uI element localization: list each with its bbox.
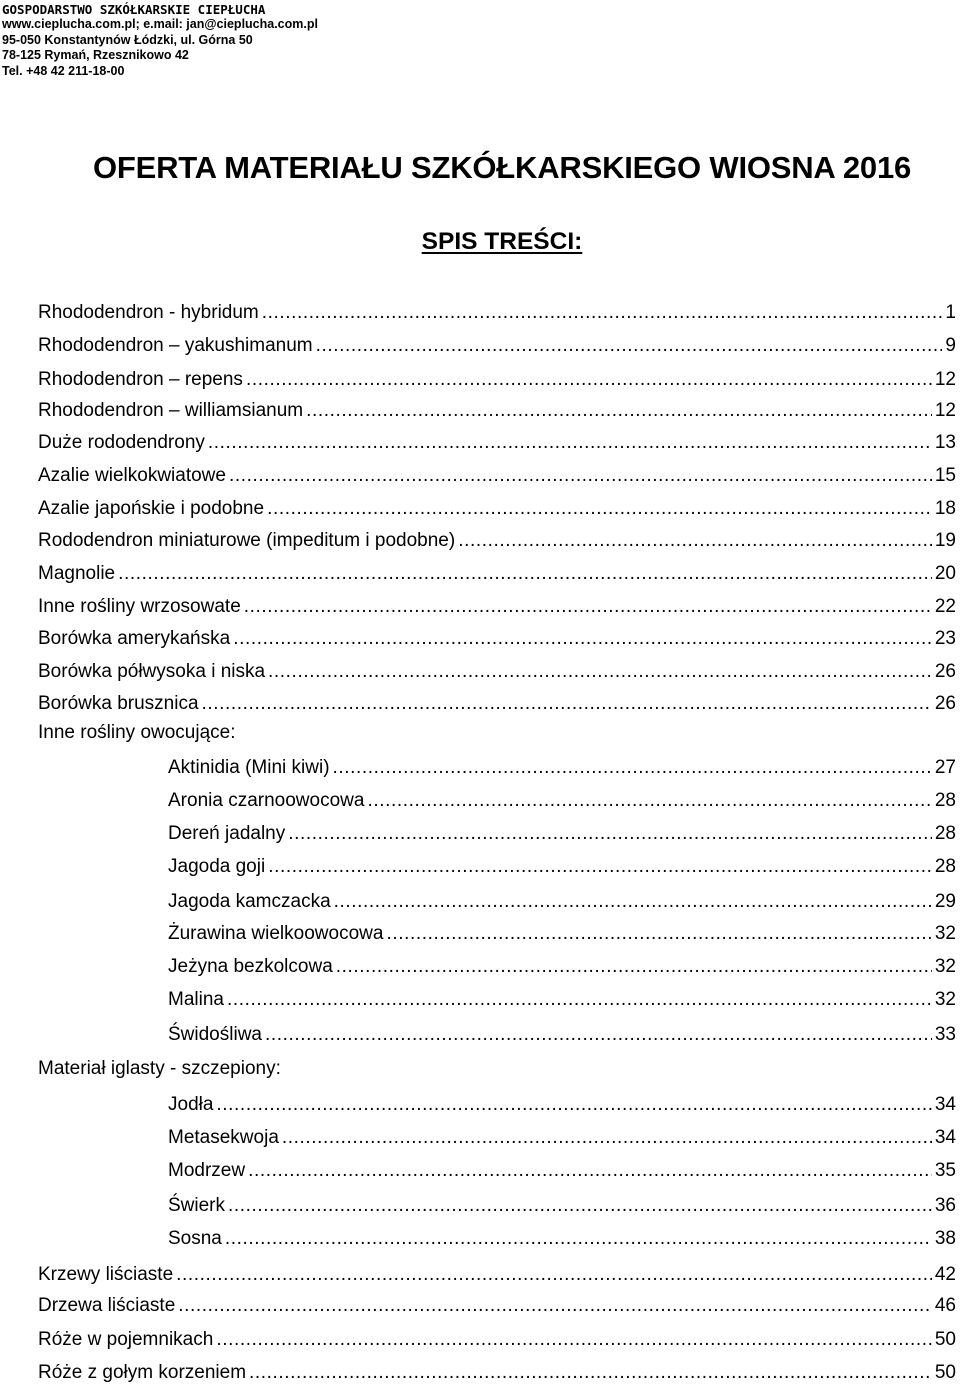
toc-entry-page: 22 [934,596,956,617]
toc-group-conifer: Materiał iglasty - szczepiony: [38,1058,281,1079]
toc-leader-dots [176,1264,932,1286]
toc-entry[interactable] [168,1090,956,1116]
toc-leader-dots [267,498,932,520]
toc-entry-page: 13 [934,432,956,453]
toc-entry-page: 1 [945,302,956,323]
toc-leader-dots [336,956,932,978]
toc-leader-dots [225,1228,932,1250]
toc-entry-label: Jagoda goji [168,856,266,877]
document-title: OFERTA MATERIAŁU SZKÓŁKARSKIEGO WIOSNA 2016 [92,150,912,185]
toc-leader-dots [216,1094,931,1116]
toc-entry[interactable] [38,689,956,715]
toc-entry[interactable] [38,624,956,650]
toc-entry-label: Borówka półwysoka i niska [38,661,266,682]
toc-entry[interactable] [168,1224,956,1250]
toc-entry-page: 12 [934,369,956,390]
toc-entry[interactable] [168,1123,956,1149]
toc-leader-dots [216,1329,932,1351]
toc-entry-page: 50 [934,1329,956,1350]
toc-leader-dots [178,1295,932,1317]
toc-entry-page: 26 [934,661,956,682]
toc-entry-label: Duże rododendrony [38,432,205,453]
toc-entry-page: 18 [934,498,956,519]
toc-entry[interactable] [168,985,956,1011]
toc-entry[interactable] [38,365,956,391]
toc-entry-page: 38 [934,1228,956,1249]
toc-entry-label: Świdośliwa [168,1024,262,1045]
toc-entry[interactable] [168,919,956,945]
toc-entry-label: Azalie wielkokwiatowe [38,465,226,486]
toc-entry-label: Rhododendron – repens [38,369,243,390]
toc-leader-dots [246,369,932,391]
toc-leader-dots [229,465,932,487]
toc-entry[interactable] [168,753,956,779]
toc-leader-dots [202,693,932,715]
toc-leader-dots [333,757,932,779]
toc-leader-dots [118,563,932,585]
toc-leader-dots [227,989,932,1011]
toc-entry-label: Jeżyna bezkolcowa [168,956,333,977]
toc-entry-page: 32 [934,956,956,977]
toc-leader-dots [458,530,932,552]
toc-entry-label: Świerk [168,1195,226,1216]
toc-entry-page: 9 [945,335,956,356]
company-phone: Tel. +48 42 211-18-00 [2,63,125,78]
toc-leader-dots [262,302,943,324]
toc-entry-page: 35 [934,1160,956,1181]
company-name: GOSPODARSTWO SZKÓŁKARSKIE CIEPŁUCHA [2,2,266,17]
toc-entry[interactable] [168,852,956,878]
toc-entry[interactable] [168,1156,956,1182]
toc-entry-page: 28 [934,823,956,844]
toc-entry-page: 27 [934,757,956,778]
toc-entry-label: Drzewa liściaste [38,1295,176,1316]
toc-leader-dots [268,856,932,878]
toc-entry-label: Róże z gołym korzeniem [38,1362,247,1383]
toc-entry-page: 50 [934,1362,956,1383]
toc-leader-dots [249,1362,932,1384]
toc-entry[interactable] [168,786,956,812]
toc-leader-dots [288,823,932,845]
toc-entry-label: Inne rośliny wrzosowate [38,596,241,617]
toc-leader-dots [282,1127,932,1149]
toc-leader-dots [334,891,932,913]
toc-entry[interactable] [38,461,956,487]
toc-group-fruit: Inne rośliny owocujące: [38,722,236,743]
toc-entry-page: 32 [934,989,956,1010]
toc-leader-dots [386,923,931,945]
toc-entry-label: Aktinidia (Mini kiwi) [168,757,330,778]
toc-entry-label: Azalie japońskie i podobne [38,498,265,519]
toc-entry[interactable] [168,819,956,845]
toc-leader-dots [367,790,931,812]
toc-entry-label: Aronia czarnoowocowa [168,790,365,811]
toc-entry-label: Malina [168,989,224,1010]
toc-leader-dots [316,335,943,357]
toc-entry-page: 28 [934,790,956,811]
toc-entry-page: 42 [934,1264,956,1285]
toc-entry[interactable] [38,1260,956,1286]
toc-entry[interactable] [38,494,956,520]
toc-entry-label: Metasekwoja [168,1127,279,1148]
toc-entry[interactable] [38,1358,956,1384]
toc-entry[interactable] [38,526,956,552]
toc-entry-label: Jodła [168,1094,214,1115]
toc-entry[interactable] [168,952,956,978]
toc-leader-dots [248,1160,932,1182]
toc-entry[interactable] [168,1191,956,1217]
toc-entry-page: 32 [934,923,956,944]
toc-entry-page: 19 [934,530,956,551]
toc-leader-dots [233,628,932,650]
toc-entry-label: Róże w pojemnikach [38,1329,214,1350]
toc-entry[interactable] [38,298,956,324]
toc-entry[interactable] [168,887,956,913]
toc-entry-page: 15 [934,465,956,486]
toc-leader-dots [208,432,932,454]
toc-entry-label: Dereń jadalny [168,823,286,844]
toc-entry-label: Żurawina wielkoowocowa [168,923,384,944]
toc-entry[interactable] [38,559,956,585]
toc-entry-page: 28 [934,856,956,877]
toc-entry-page: 26 [934,693,956,714]
toc-entry-page: 36 [934,1195,956,1216]
toc-entry-label: Magnolie [38,563,116,584]
toc-entry-page: 23 [934,628,956,649]
toc-entry[interactable] [38,428,956,454]
toc-entry-label: Borówka brusznica [38,693,199,714]
toc-entry[interactable] [38,657,956,683]
toc-entry-label: Rhododendron - hybridum [38,302,259,323]
company-address-1: 95-050 Konstantynów Łódzki, ul. Górna 50 [2,32,253,47]
toc-entry-label: Borówka amerykańska [38,628,231,649]
toc-entry-label: Sosna [168,1228,222,1249]
toc-entry-page: 12 [934,400,956,421]
toc-entry[interactable] [38,1291,956,1317]
toc-entry-label: Krzewy liściaste [38,1264,174,1285]
toc-entry[interactable] [168,1020,956,1046]
toc-entry-label: Jagoda kamczacka [168,891,331,912]
toc-entry-page: 34 [934,1127,956,1148]
toc-leader-dots [228,1195,932,1217]
toc-leader-dots [306,400,932,422]
toc-entry-page: 20 [934,563,956,584]
toc-entry-label: Rhododendron – williamsianum [38,400,304,421]
toc-leader-dots [265,1024,932,1046]
toc-entry-page: 46 [934,1295,956,1316]
toc-entry[interactable] [38,331,956,357]
toc-entry[interactable] [38,1325,956,1351]
toc-entry-label: Modrzew [168,1160,246,1181]
toc-leader-dots [268,661,932,683]
toc-entry[interactable] [38,396,956,422]
company-web-email: www.cieplucha.com.pl; e.mail: jan@cieplucha.com.pl [2,17,318,32]
toc-entry-page: 33 [934,1024,956,1045]
toc-entry-page: 34 [934,1094,956,1115]
toc-entry-page: 29 [934,891,956,912]
company-address-2: 78-125 Rymań, Rzesznikowo 42 [2,48,189,63]
toc-entry-label: Rhododendron – yakushimanum [38,335,313,356]
toc-heading: SPIS TREŚCI: [421,228,583,255]
toc-entry-label: Rododendron miniaturowe (impeditum i podobne) [38,530,456,551]
toc-leader-dots [244,596,932,618]
toc-entry[interactable] [38,592,956,618]
